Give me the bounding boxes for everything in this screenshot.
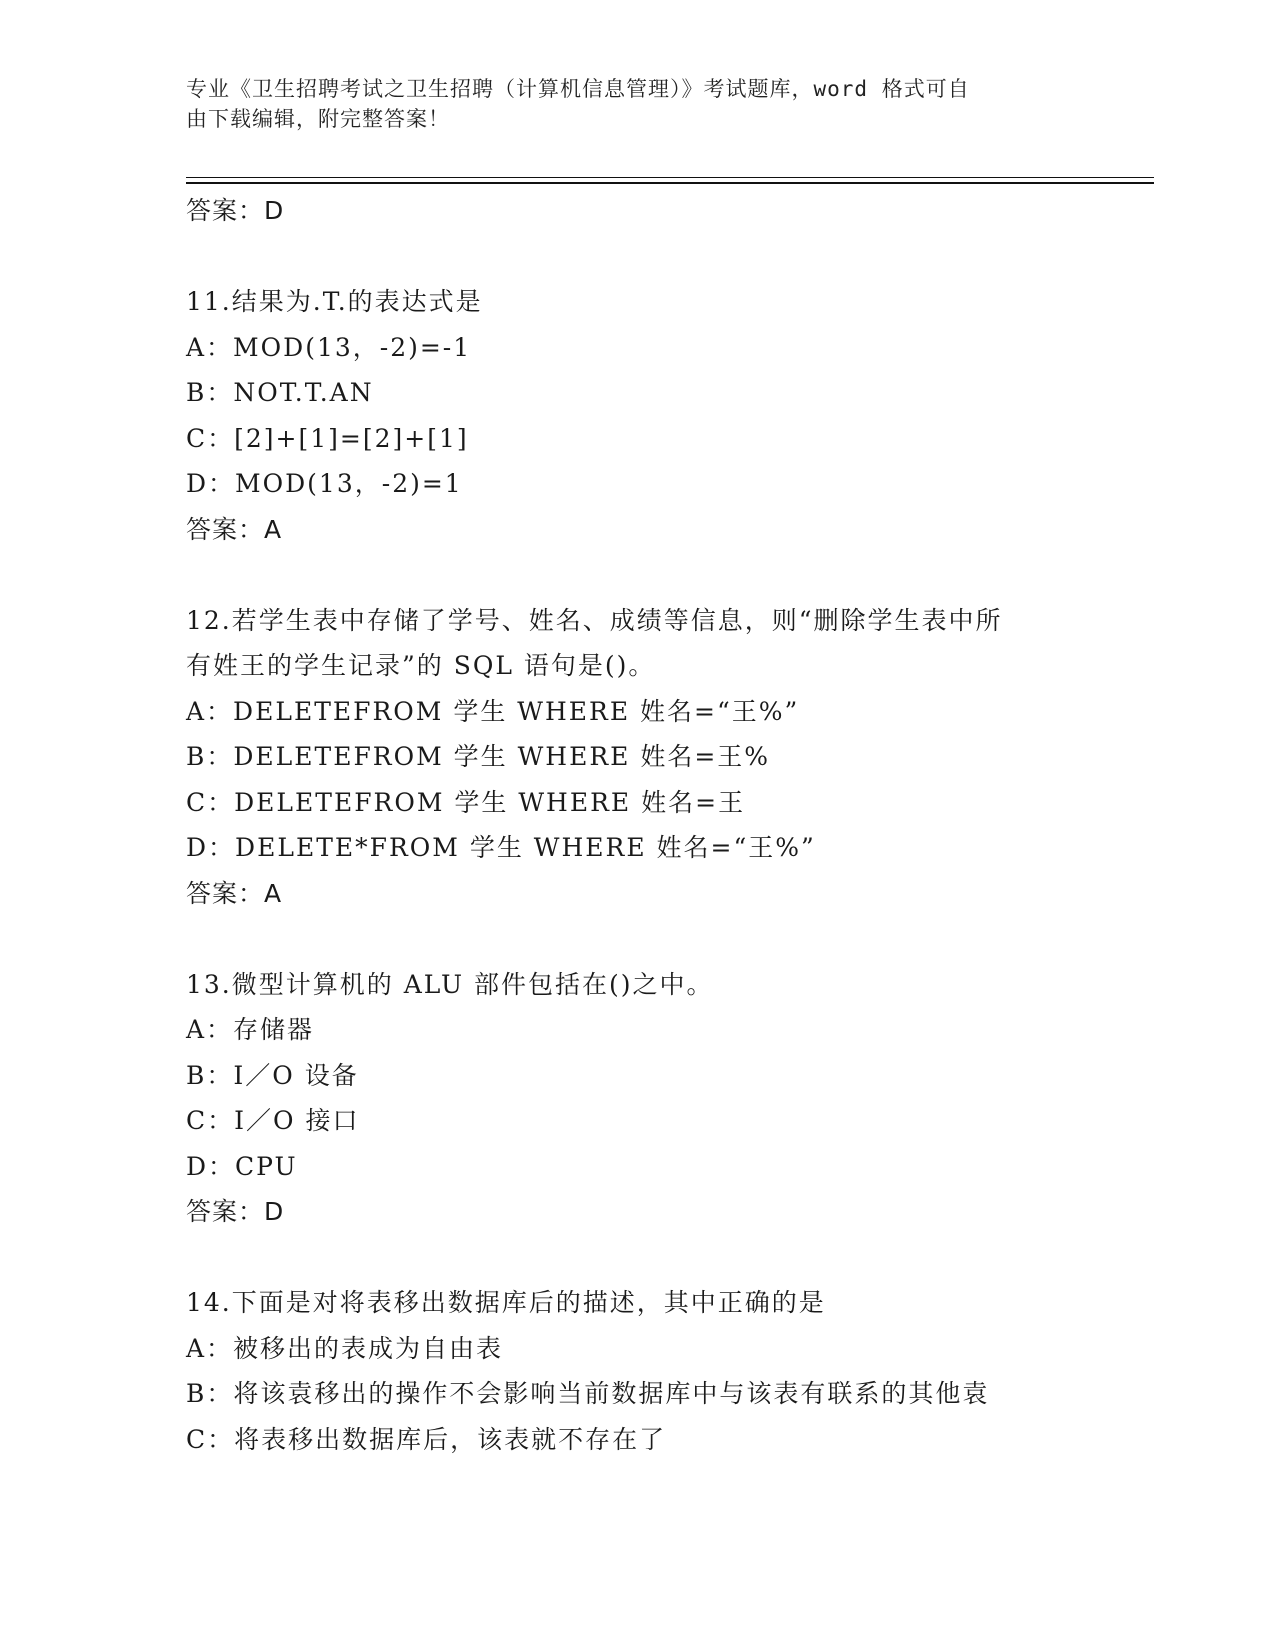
document-header [186, 74, 1066, 134]
answer-line: 答案：D [186, 1197, 285, 1226]
question-text: 14.下面是对将表移出数据库后的描述，其中正确的是 [186, 1288, 826, 1317]
spacer [186, 1235, 1086, 1281]
document-body [186, 188, 1086, 1462]
option-b: B：I／O 设备 [186, 1060, 359, 1090]
spacer [186, 552, 1086, 598]
header-line-1: 专业《卫生招聘考试之卫生招聘（计算机信息管理）》考试题库，word 格式可自 [186, 77, 970, 101]
option-d: D：MOD(13，-2)=1 [186, 469, 463, 498]
option-a: A：DELETEFROM 学生 WHERE 姓名=“王%” [186, 696, 800, 726]
question-text: 11.结果为.T.的表达式是 [186, 287, 483, 316]
option-b: B：NOT.T.AN [186, 378, 374, 407]
option-b: B：DELETEFROM 学生 WHERE 姓名=王% [186, 742, 771, 771]
option-c: C：I／O 接口 [186, 1106, 360, 1135]
question-block [186, 279, 1086, 552]
question-block [186, 1280, 1086, 1462]
option-c: C：将表移出数据库后，该表就不存在了 [186, 1424, 667, 1454]
option-d: D：CPU [186, 1151, 298, 1181]
answer-line: 答案：A [186, 878, 283, 908]
question-block [186, 962, 1086, 1235]
question-text: 12.若学生表中存储了学号、姓名、成绩等信息，则“删除学生表中所 [186, 605, 1003, 635]
option-d: D：DELETE*FROM 学生 WHERE 姓名=“王%” [186, 833, 816, 862]
header-rule-thick [186, 182, 1154, 184]
header-rule-thin [186, 177, 1154, 178]
question-block [186, 598, 1086, 917]
option-b: B：将该袁移出的操作不会影响当前数据库中与该表有联系的其他袁 [186, 1379, 990, 1408]
header-line-2: 由下载编辑，附完整答案！ [186, 107, 450, 131]
spacer [186, 234, 1086, 280]
option-a: A：MOD(13，-2)=-1 [186, 332, 472, 362]
question-text-continued: 有姓王的学生记录”的 SQL 语句是()。 [186, 651, 656, 680]
option-a: A：被移出的表成为自由表 [186, 1333, 504, 1363]
question-text: 13.微型计算机的 ALU 部件包括在()之中。 [186, 969, 714, 999]
answer-line: 答案：D [186, 196, 285, 225]
answer-line: 答案：A [186, 514, 283, 544]
option-a: A：存储器 [186, 1015, 315, 1044]
option-c: C：[2]+[1]=[2]+[1] [186, 423, 469, 453]
spacer [186, 916, 1086, 962]
option-c: C：DELETEFROM 学生 WHERE 姓名=王 [186, 787, 746, 817]
